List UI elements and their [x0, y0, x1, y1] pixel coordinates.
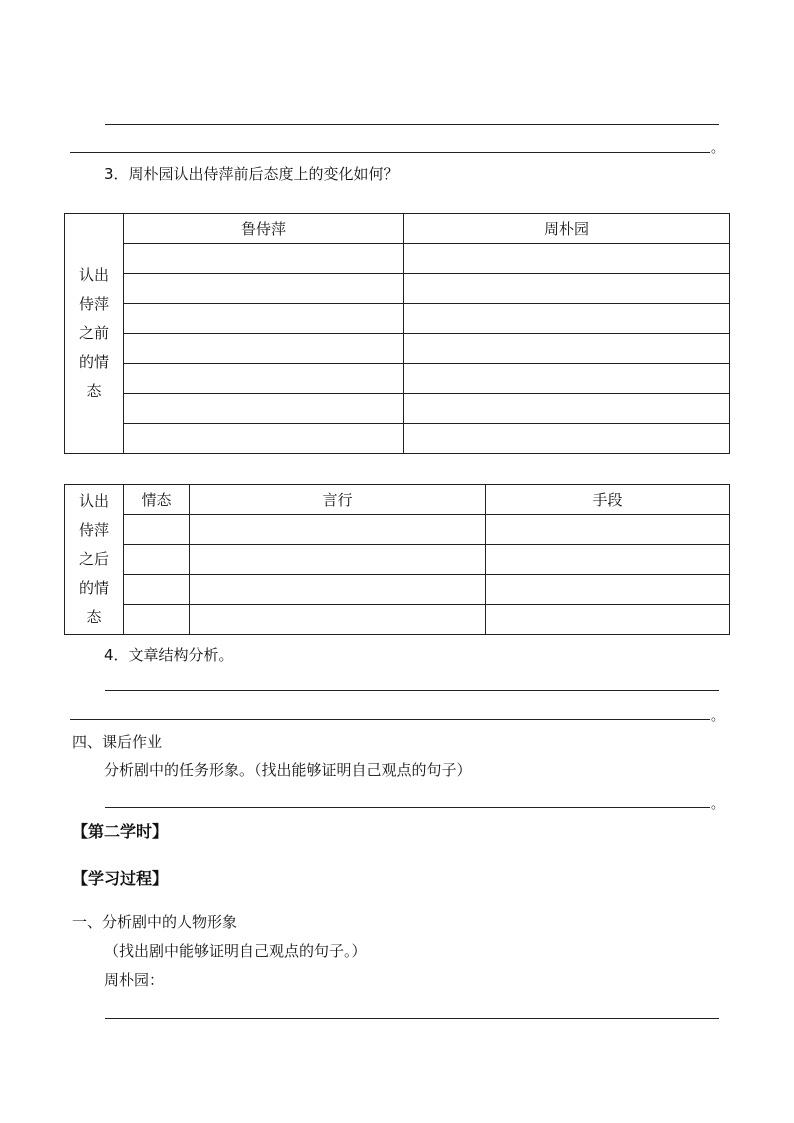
answer-cell[interactable] [486, 575, 730, 605]
header-demeanor: 情态 [124, 485, 190, 515]
section-4-title: 四、课后作业 [72, 733, 163, 751]
attitude-before-table [64, 213, 730, 454]
answer-line[interactable] [105, 807, 710, 808]
answer-cell[interactable] [124, 304, 404, 334]
question-3: 3．周朴园认出侍萍前后态度上的变化如何？ [104, 165, 399, 183]
homework-task: 分析剧中的任务形象。（找出能够证明自己观点的句子） [104, 761, 472, 779]
answer-cell[interactable] [124, 364, 404, 394]
answer-cell[interactable] [404, 334, 730, 364]
part-1-title: 一、分析剧中的人物形象 [72, 913, 238, 931]
answer-cell[interactable] [486, 605, 730, 635]
answer-cell[interactable] [404, 394, 730, 424]
answer-cell[interactable] [124, 394, 404, 424]
answer-cell[interactable] [190, 605, 486, 635]
answer-cell[interactable] [190, 575, 486, 605]
answer-cell[interactable] [190, 515, 486, 545]
answer-cell[interactable] [486, 515, 730, 545]
answer-cell[interactable] [124, 274, 404, 304]
question-4: 4．文章结构分析。 [104, 646, 234, 664]
period-mark: 。 [711, 141, 725, 156]
answer-cell[interactable] [124, 334, 404, 364]
answer-line[interactable] [70, 152, 710, 153]
answer-line[interactable] [105, 124, 719, 125]
answer-cell[interactable] [124, 244, 404, 274]
lesson-2-title: 【第二学时】 [72, 822, 169, 841]
period-mark: 。 [711, 797, 725, 812]
answer-cell[interactable] [124, 605, 190, 635]
answer-cell[interactable] [404, 424, 730, 454]
answer-cell[interactable] [190, 545, 486, 575]
answer-cell[interactable] [404, 364, 730, 394]
character-label: 周朴园： [104, 971, 165, 989]
answer-line[interactable] [105, 1018, 719, 1019]
header-words-deeds: 言行 [190, 485, 486, 515]
answer-cell[interactable] [124, 575, 190, 605]
period-mark: 。 [711, 709, 725, 724]
answer-cell[interactable] [404, 274, 730, 304]
header-zhou-puyuan: 周朴园 [404, 214, 730, 244]
answer-cell[interactable] [486, 545, 730, 575]
answer-cell[interactable] [124, 515, 190, 545]
attitude-after-table [64, 484, 730, 635]
part-1-hint: （找出剧中能够证明自己观点的句子。） [104, 942, 367, 960]
row-label-before: 认出 侍萍 之前 的情 态 [65, 214, 124, 454]
answer-line[interactable] [105, 690, 719, 691]
learning-process-title: 【学习过程】 [72, 869, 169, 888]
row-label-after: 认出 侍萍 之后 的情 态 [65, 485, 124, 635]
answer-line[interactable] [70, 719, 710, 720]
answer-cell[interactable] [124, 424, 404, 454]
header-means: 手段 [486, 485, 730, 515]
header-lu-shiping: 鲁侍萍 [124, 214, 404, 244]
answer-cell[interactable] [124, 545, 190, 575]
answer-cell[interactable] [404, 304, 730, 334]
answer-cell[interactable] [404, 244, 730, 274]
